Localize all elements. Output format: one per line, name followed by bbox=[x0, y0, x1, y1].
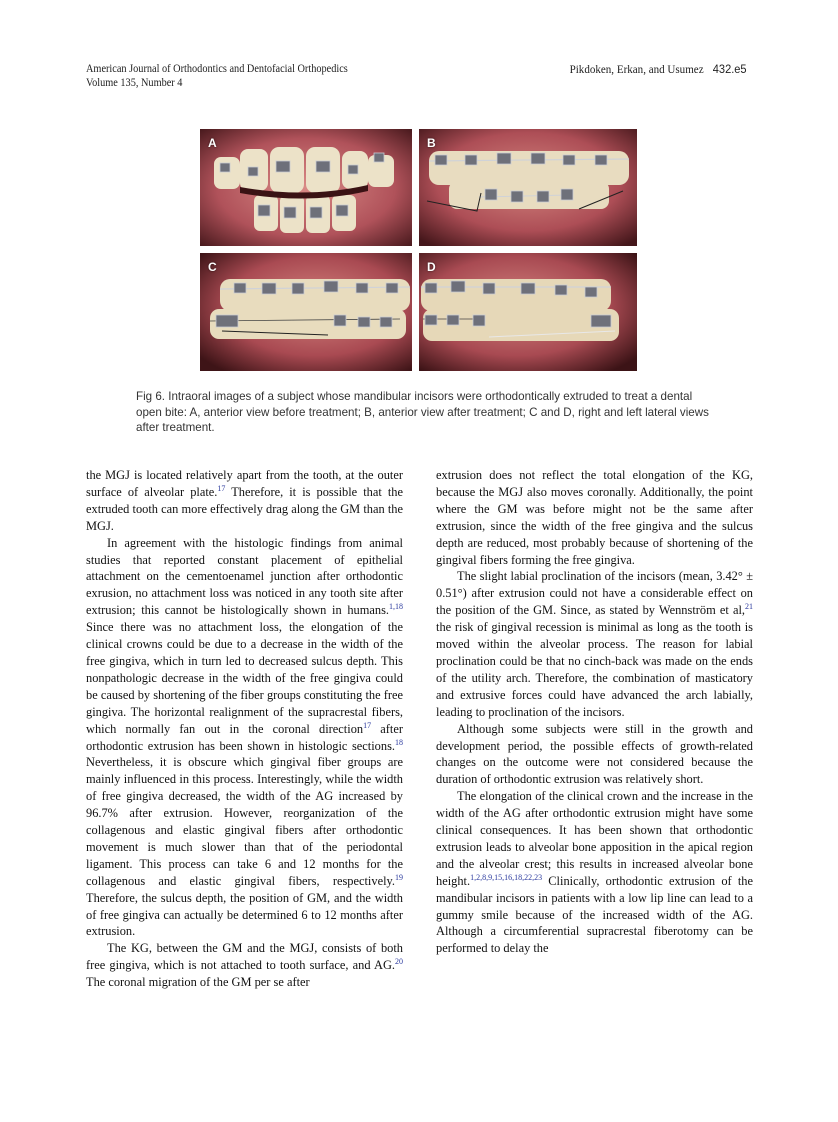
figure-panel-d bbox=[419, 253, 637, 371]
paragraph: extrusion does not reflect the total elongation of the KG, because the MGJ also moves coronally. Additionally, the point where the GM was before might not be the same after extrusion, since the width of the free gingiva and the sulcus depth are reduced, most probably because of shortening of the gingival fibers forming the free gingiva. bbox=[436, 468, 753, 567]
citation-link[interactable]: 17 bbox=[217, 483, 226, 493]
panel-label: A bbox=[208, 136, 217, 150]
figure-panel-a bbox=[200, 129, 412, 246]
paragraph: The KG, between the GM and the MGJ, consists of both free gingiva, which is not attached to tooth surface, and AG.$^{20}$ The coronal migration of the GM per se after bbox=[86, 941, 403, 990]
citation-link[interactable]: 21 bbox=[745, 602, 753, 612]
journal-info bbox=[86, 62, 348, 90]
page-number: 432.e5 bbox=[712, 62, 747, 76]
intraoral-photo-a bbox=[200, 129, 412, 246]
intraoral-photo-d bbox=[419, 253, 637, 371]
citation-link[interactable]: 1,2,8,9,15,16,18,22,23 bbox=[470, 872, 543, 882]
citation-link[interactable]: 18 bbox=[395, 737, 403, 747]
figure-panel-c bbox=[200, 253, 412, 371]
authors: Pikdoken, Erkan, and Usumez bbox=[569, 62, 704, 76]
journal-volume: Volume 135, Number 4 bbox=[86, 77, 183, 89]
paragraph: The elongation of the clinical crown and the increase in the width of the AG after orthodontic extrusion might have some clinical consequences. It has been shown that orthodontic extrusion leads to alveolar bone apposition in the apical region and the alveolar crest; this results in increased alveolar bone height.$^{1,2,8,9,15,16,18,22,23}$ Clinically, orthodontic extrusion of the mandibular incisors in patients with a low lip line can lead to a gummy smile because of the increased width of the AG. Although a circumferential supracrestal fiberotomy can be performed to delay the bbox=[436, 789, 753, 956]
panel-label: C bbox=[208, 260, 217, 274]
citation-link[interactable]: 19 bbox=[395, 872, 403, 882]
paragraph: the MGJ is located relatively apart from the tooth, at the outer surface of alveolar plate.$^{17}$ Therefore, it is possible that the extruded tooth can more effectively drag along the GM than the MGJ. bbox=[86, 468, 404, 533]
text-column-right bbox=[436, 467, 753, 957]
intraoral-photo-b bbox=[419, 129, 637, 246]
figure-6 bbox=[200, 129, 637, 371]
paragraph: In agreement with the histologic findings from animal studies that reported constant placement of epithelial attachment on the cementoenamel junction after orthodontic exrusion, no attachment loss was noticed in any tooth site after extrusion; this cannot be histologically shown in humans.$^{1,18}$ Since there was no attachment loss, the elongation of the clinical crowns could be due to a decrease in the width of the free gingiva, which in turn led to decreased sulcus depth. This nonpathologic decrease in the width of the free gingiva could be caused by shortening of the fiber groups constituting the free gingiva. The horizontal realignment of the supracrestal fibers, which normally fan out in the coronal direction$^{17}$ after orthodontic extrusion has been shown in histologic sections.$^{18}$ Nevertheless, it is obscure which gingival fiber groups are mainly influenced in this process. Interestingly, while the width of free gingiva decreased, the width of the AG increased by 96.7% after extrusion. However, reorganization of the collagenous and elastic gingival fibers after orthodontic movement is much slower than that of the periodontal ligament. This process can take 6 and 12 months for the collagenous and elastic gingival fibers, respectively.$^{19}$ Therefore, the sulcus depth, the position of GM, and the width of free gingiva can actually be determined 6 to 12 months after extrusion. bbox=[86, 535, 403, 939]
paragraph: Although some subjects were still in the growth and development period, the possible effects of growth-related changes on the outcome were not considered because the duration of orthodontic extrusion was relatively short. bbox=[436, 721, 753, 787]
citation-link[interactable]: 20 bbox=[395, 957, 403, 967]
citation-link[interactable]: 1,18 bbox=[389, 602, 403, 612]
citation-link[interactable]: 17 bbox=[363, 720, 372, 730]
text-column-left bbox=[86, 467, 403, 991]
author-page-info bbox=[570, 62, 747, 76]
panel-label: B bbox=[427, 136, 436, 150]
figure-panel-b bbox=[419, 129, 637, 246]
paragraph: The slight labial proclination of the incisors (mean, 3.42° ± 0.51°) after extrusion could not have a considerable effect on the position of the GM. Since, as stated by Wennström et al,$^{21}$ the risk of gingival recession is minimal as long as the tooth is moved within the alveolar process. The reason for labial proclination could be that no cinch-back was made on the ends of the utility arch. Therefore, the combination of masticatory and extrusive forces could have advanced the arch labially, leading to proclination of the incisors. bbox=[436, 569, 753, 719]
journal-title: American Journal of Orthodontics and Dentofacial Orthopedics bbox=[86, 63, 348, 75]
intraoral-photo-c bbox=[200, 253, 412, 371]
panel-label: D bbox=[427, 260, 436, 274]
figure-caption: Fig 6. Intraoral images of a subject whose mandibular incisors were orthodontically extruded to treat a dental open bite: A, anterior view before treatment; B, anterior view after treatment; C and D, right and left lateral views after treatment. bbox=[136, 390, 709, 434]
